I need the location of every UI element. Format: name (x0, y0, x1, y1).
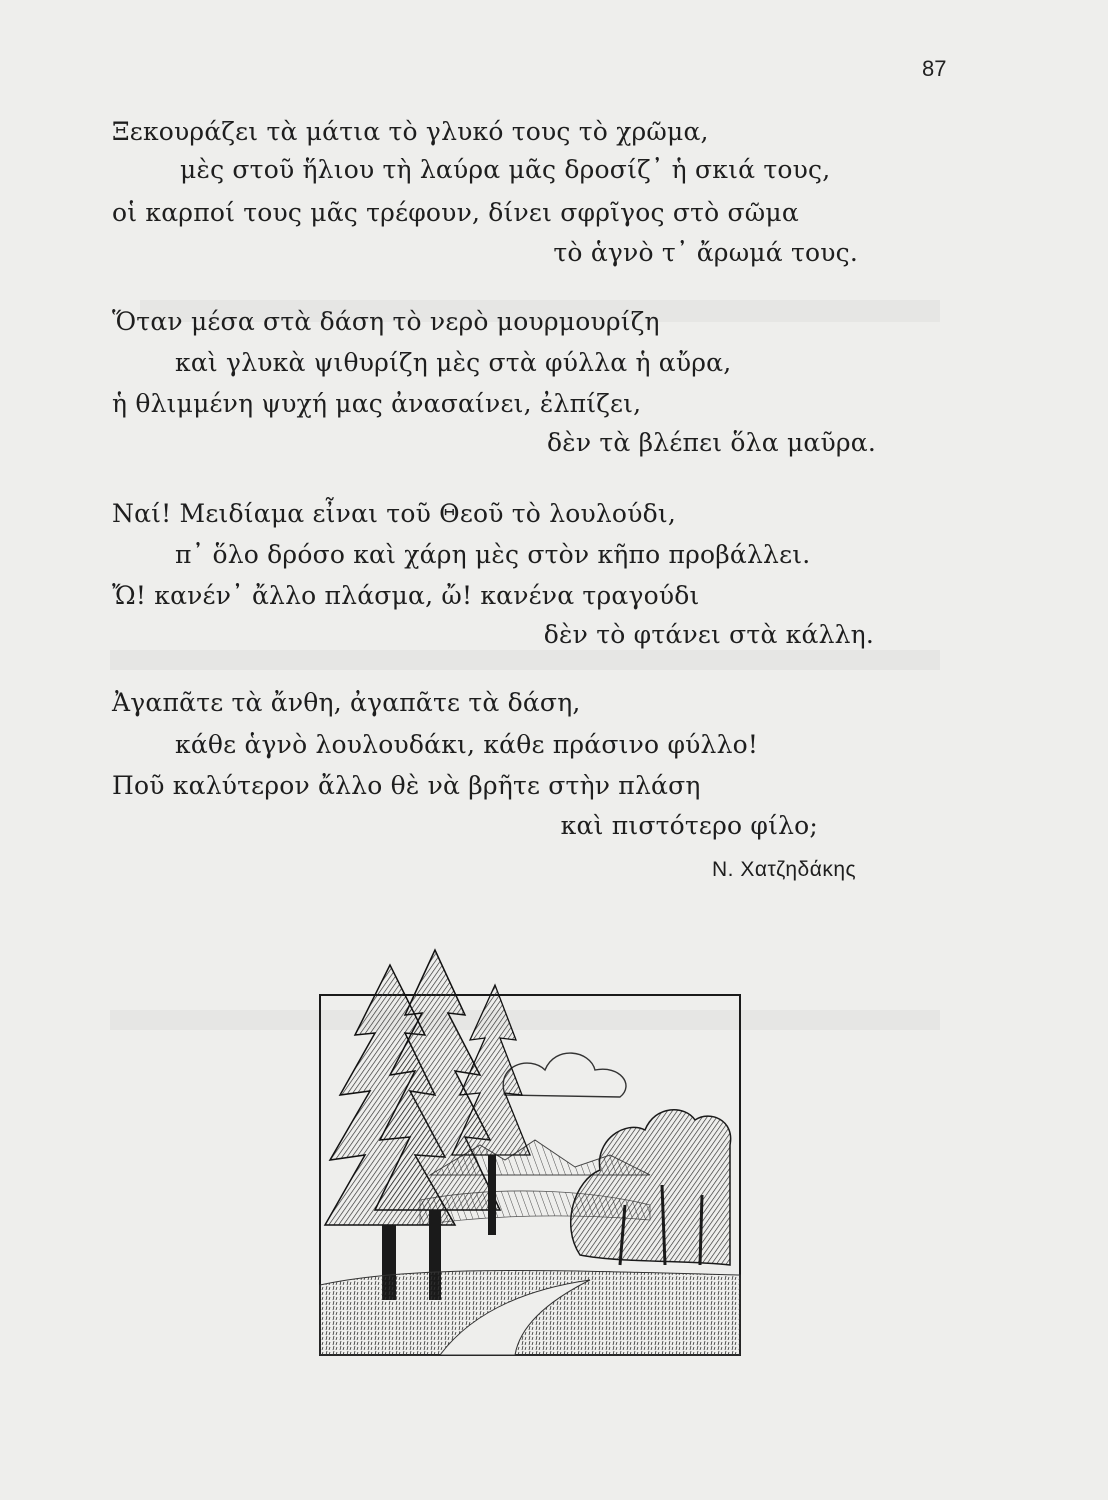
bleed-through-band (110, 650, 940, 670)
author-signature: Ν. Χατζηδάκης (712, 858, 857, 881)
page-number: 87 (922, 56, 947, 81)
cloud (503, 1053, 626, 1097)
poem-line: καὶ γλυκὰ ψιθυρίζη μὲς στὰ φύλλα ἡ αὔρα, (175, 348, 732, 377)
poem-line: μὲς στοῦ ἥλιου τὴ λαύρα μᾶς δροσίζ᾽ ἡ σκιά τους, (180, 155, 831, 184)
poem-line: τὸ ἁγνὸ τ᾽ ἄρωμά τους. (553, 238, 858, 267)
poem-line: Ποῦ καλύτερον ἄλλο θὲ νὰ βρῆτε στὴν πλάση (112, 771, 701, 800)
poem-line: οἱ καρποί τους μᾶς τρέφουν, δίνει σφρῖγος στὸ σῶμα (112, 198, 799, 227)
left-pines (325, 950, 530, 1300)
poem-line: Ὅταν μέσα στὰ δάση τὸ νερὸ μουρμουρίζη (112, 307, 660, 336)
right-trees (571, 1110, 731, 1265)
poem-line: Ἀγαπᾶτε τὰ ἄνθη, ἀγαπᾶτε τὰ δάση, (112, 688, 581, 717)
poem-line: δὲν τὸ φτάνει στὰ κάλλη. (543, 620, 874, 649)
forest-illustration (290, 945, 760, 1380)
poem-line: Ναί! Μειδίαμα εἶναι τοῦ Θεοῦ τὸ λουλούδι, (112, 499, 676, 528)
poem-line: Ὤ! κανέν᾽ ἄλλο πλάσμα, ὤ! κανένα τραγούδι (112, 581, 700, 610)
poem-line: ἡ θλιμμένη ψυχή μας ἀνασαίνει, ἐλπίζει, (112, 389, 642, 418)
poem-line: π᾽ ὅλο δρόσο καὶ χάρη μὲς στὸν κῆπο προβάλλει. (175, 540, 811, 569)
poem-line: καὶ πιστότερο φίλο; (560, 811, 818, 840)
poem-line: δὲν τὰ βλέπει ὅλα μαῦρα. (546, 428, 876, 457)
poem-line: Ξεκουράζει τὰ μάτια τὸ γλυκό τους τὸ χρῶμα, (112, 117, 709, 146)
poem-line: κάθε ἁγνὸ λουλουδάκι, κάθε πράσινο φύλλο! (175, 730, 759, 759)
